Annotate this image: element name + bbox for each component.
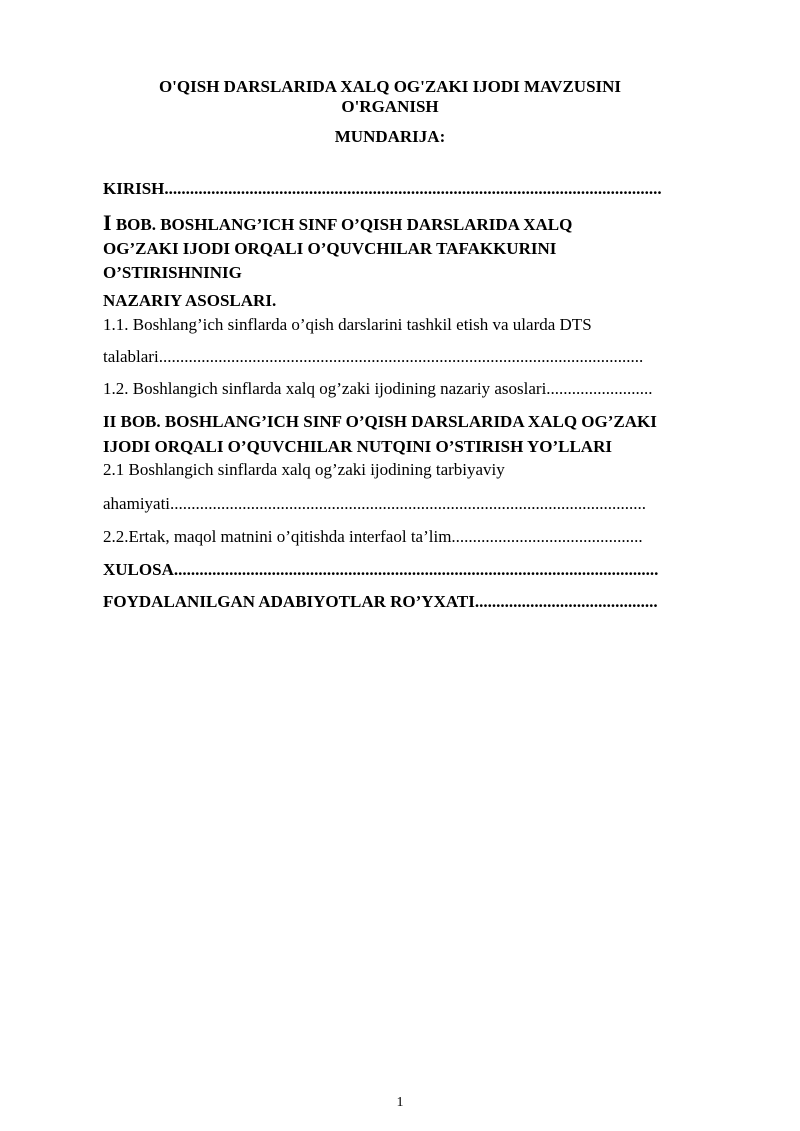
toc-section-2-1-line-2: ahamiyati................................................................................................................: [103, 494, 647, 513]
toc-chapter-1-line-4: NAZARIY ASOSLARI.: [103, 291, 277, 310]
toc-chapter-2-line-1: II BOB. BOSHLANG’ICH SINF O’QISH DARSLARIDA XALQ OG’ZAKI: [103, 412, 657, 431]
toc-intro: KIRISH.....................................................................................................................: [103, 179, 662, 198]
contents-heading: MUNDARIJA:: [334, 127, 446, 146]
document-title-line-1: O'QISH DARSLARIDA XALQ OG'ZAKI IJODI MAVZUSINI: [158, 77, 622, 96]
page-number: 1: [396, 1095, 404, 1110]
document-title-line-2: O'RGANISH: [341, 97, 439, 116]
toc-chapter-2-line-2: IJODI ORQALI O’QUVCHILAR NUTQINI O’STIRISH YO’LLARI: [103, 437, 612, 456]
toc-references: FOYDALANILGAN ADABIYOTLAR RO’YXATI...........................................: [103, 592, 658, 611]
toc-section-1-1-line-2: talablari..................................................................................................................: [103, 347, 644, 366]
toc-section-1-2: 1.2. Boshlangich sinflarda xalq og’zaki ijodining nazariy asoslari.........................: [103, 379, 653, 398]
toc-section-2-2: 2.2.Ertak, maqol matnini o’qitishda interfaol ta’lim.............................................: [103, 527, 643, 546]
toc-chapter-1-title-part-1: BOB. BOSHLANG’ICH SINF O’QISH DARSLARIDA XALQ: [111, 215, 573, 234]
toc-chapter-1-line-1: [103, 212, 572, 236]
toc-section-2-1-line-1: 2.1 Boshlangich sinflarda xalq og’zaki ijodining tarbiyaviy: [103, 460, 505, 479]
toc-chapter-1-line-3: O’STIRISHNINIG: [103, 263, 242, 282]
toc-chapter-1-initial: I: [103, 210, 112, 235]
toc-chapter-1-line-2: OG’ZAKI IJODI ORQALI O’QUVCHILAR TAFAKKURINI: [103, 239, 557, 258]
toc-conclusion: XULOSA..................................................................................................................: [103, 560, 659, 579]
toc-section-1-1-line-1: 1.1. Boshlang’ich sinflarda o’qish darslarini tashkil etish va ularda DTS: [103, 315, 592, 334]
